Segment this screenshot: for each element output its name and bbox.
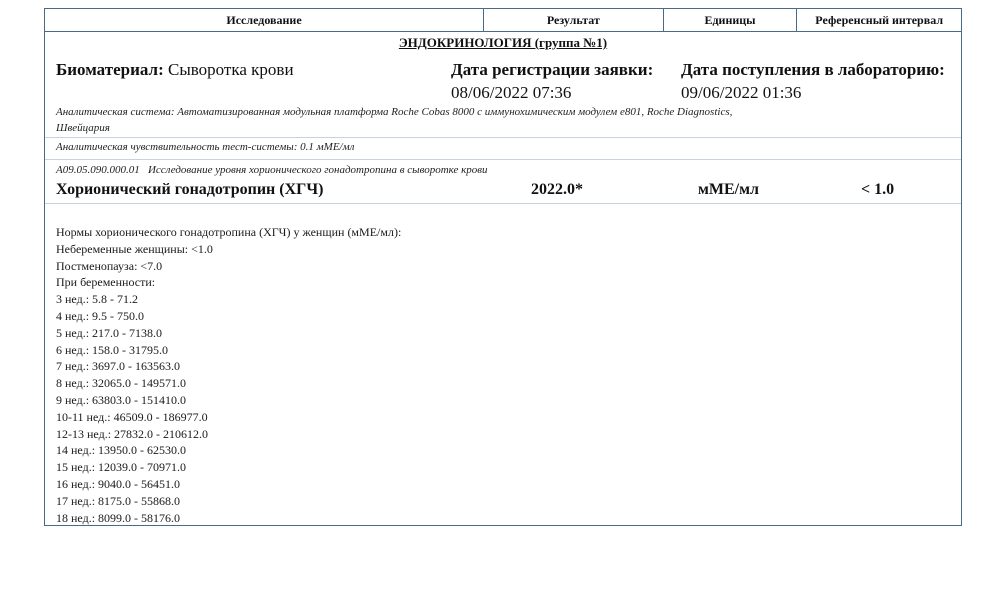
divider bbox=[45, 137, 961, 138]
norms-line: 4 нед.: 9.5 - 750.0 bbox=[56, 308, 145, 323]
norms-line: Небеременные женщины: <1.0 bbox=[56, 241, 213, 256]
norms-line: 15 нед.: 12039.0 - 70971.0 bbox=[56, 460, 187, 475]
biomaterial-value: Сыворотка крови bbox=[167, 60, 294, 79]
registration-date-label: Дата регистрации заявки: bbox=[451, 60, 654, 79]
results-table-header bbox=[44, 8, 962, 32]
norms-line: При беременности: bbox=[56, 275, 156, 290]
analytical-system-line2: Швейцария bbox=[56, 122, 110, 134]
section-title: ЭНДОКРИНОЛОГИЯ (группа №1) bbox=[398, 35, 608, 50]
divider bbox=[45, 203, 961, 204]
sensitivity: Аналитическая чувствительность тест-системы: 0.1 мМЕ/мл bbox=[56, 141, 355, 153]
column-header-units: Единицы bbox=[664, 9, 798, 31]
registration-date-value: 08/06/2022 07:36 bbox=[451, 83, 572, 102]
biomaterial-label: Биоматериал: bbox=[56, 60, 164, 79]
norms-line: 12-13 нед.: 27832.0 - 210612.0 bbox=[56, 426, 209, 441]
norms-line: 3 нед.: 5.8 - 71.2 bbox=[56, 292, 139, 307]
test-code: A09.05.090.000.01 Исследование уровня хорионического гонадотропина в сыворотке крови bbox=[56, 164, 488, 176]
lab-receipt-date-value: 09/06/2022 01:36 bbox=[681, 83, 802, 102]
column-header-result: Результат bbox=[484, 9, 664, 31]
analytical-system-line1: Аналитическая система: Автоматизированная модульная платформа Roche Cobas 8000 с иммунохимическим модулем e801, Roche Diagnostics, bbox=[56, 106, 733, 118]
result-test-name: Хорионический гонадотропин (ХГЧ) bbox=[56, 181, 324, 198]
result-units: мМЕ/мл bbox=[698, 181, 759, 198]
report-body bbox=[44, 31, 962, 526]
result-reference: < 1.0 bbox=[861, 181, 895, 198]
hcg-norms-list bbox=[56, 224, 401, 526]
norms-line: 6 нед.: 158.0 - 31795.0 bbox=[56, 342, 169, 357]
lab-receipt-date-label: Дата поступления в лабораторию: bbox=[681, 60, 945, 79]
norms-line: 10-11 нед.: 46509.0 - 186977.0 bbox=[56, 409, 208, 424]
norms-line: 7 нед.: 3697.0 - 163563.0 bbox=[56, 359, 181, 374]
column-header-test: Исследование bbox=[45, 9, 484, 31]
norms-line: 14 нед.: 13950.0 - 62530.0 bbox=[56, 443, 187, 458]
norms-line: 17 нед.: 8175.0 - 55868.0 bbox=[56, 493, 181, 508]
norms-line: 16 нед.: 9040.0 - 56451.0 bbox=[56, 476, 181, 491]
norms-line: 8 нед.: 32065.0 - 149571.0 bbox=[56, 376, 187, 391]
norms-line: Постменопауза: <7.0 bbox=[56, 258, 163, 273]
norms-line: Нормы хорионического гонадотропина (ХГЧ) у женщин (мМЕ/мл): bbox=[56, 225, 402, 239]
result-value: 2022.0* bbox=[531, 181, 583, 198]
column-header-reference: Референсный интервал bbox=[815, 12, 944, 27]
norms-line: 18 нед.: 8099.0 - 58176.0 bbox=[56, 510, 181, 525]
norms-line: 5 нед.: 217.0 - 7138.0 bbox=[56, 325, 163, 340]
norms-line: 9 нед.: 63803.0 - 151410.0 bbox=[56, 392, 187, 407]
biomaterial bbox=[56, 60, 294, 80]
divider bbox=[45, 159, 961, 160]
